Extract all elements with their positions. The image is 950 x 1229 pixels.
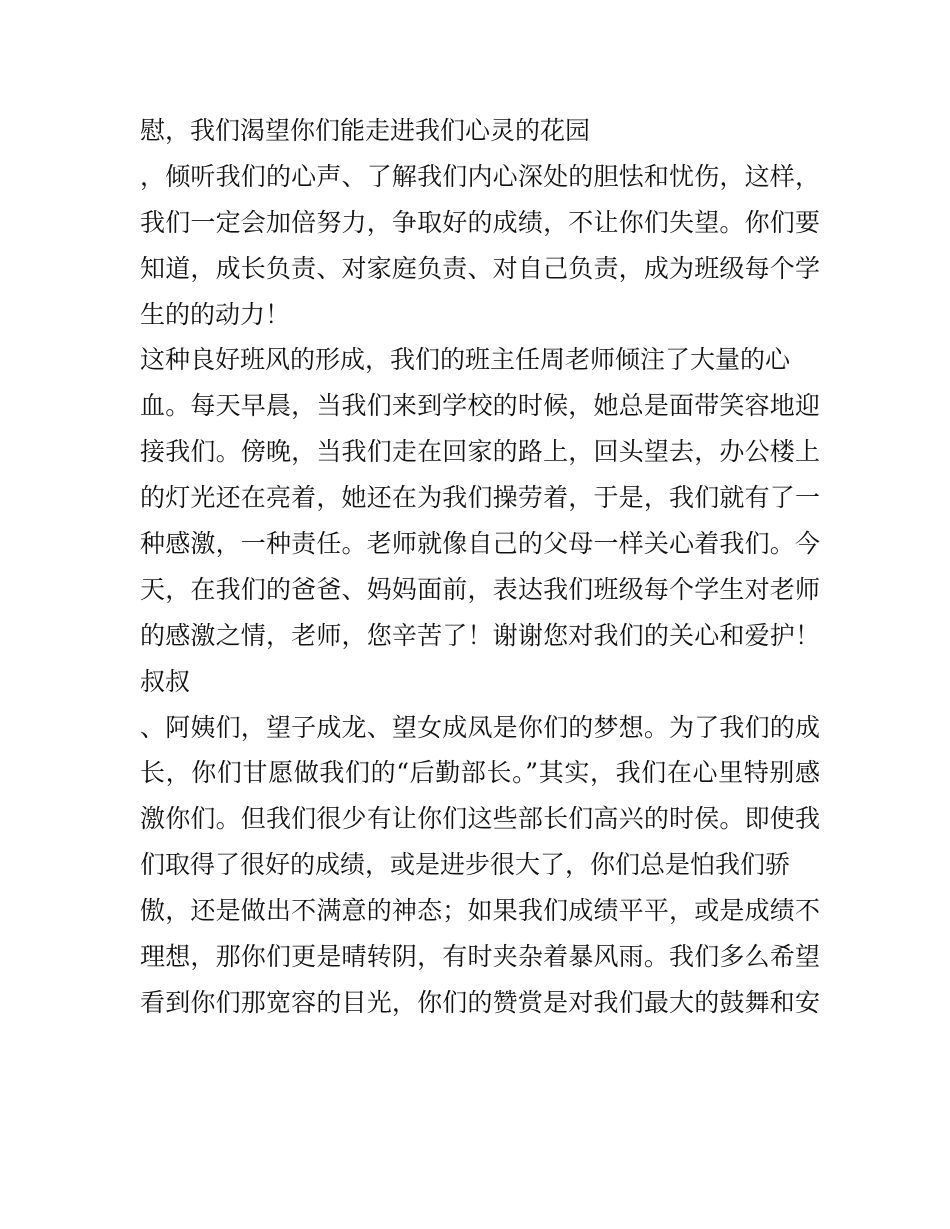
text-line: 的感激之情，老师，您辛苦了！谢谢您对我们的关心和爱护！ (140, 620, 820, 650)
text-line: 看到你们那宽容的目光，你们的赞赏是对我们最大的鼓舞和安 (140, 987, 820, 1017)
text-line: 激你们。但我们很少有让你们这些部长们高兴的时侯。即使我 (140, 804, 820, 834)
document-body-text (140, 108, 820, 1026)
text-line: 叔叔 (140, 666, 191, 696)
text-line: 我们一定会加倍努力，争取好的成绩，不让你们失望。你们要 (140, 207, 820, 237)
text-line: 、阿姨们，望子成龙、望女成凤是你们的梦想。为了我们的成 (140, 712, 820, 742)
text-line: 长，你们甘愿做我们的“后勤部长。”其实，我们在心里特别感 (140, 758, 820, 788)
text-line: 慰，我们渴望你们能走进我们心灵的花园 (140, 116, 591, 145)
text-line: 血。每天早晨，当我们来到学校的时候，她总是面带笑容地迎 (140, 391, 820, 421)
text-line: 天，在我们的爸爸、妈妈面前，表达我们班级每个学生对老师 (140, 574, 820, 604)
text-line: 们取得了很好的成绩，或是进步很大了，你们总是怕我们骄 (140, 850, 791, 880)
text-line: 接我们。傍晚，当我们走在回家的路上，回头望去，办公楼上 (140, 437, 820, 467)
text-line: 知道，成长负责、对家庭负责、对自己负责，成为班级每个学 (140, 253, 820, 283)
text-line: 生的的动力！ (140, 299, 291, 329)
text-line: ，倾听我们的心声、了解我们内心深处的胆怯和忧伤，这样， (140, 161, 820, 191)
text-line: 理想，那你们更是晴转阴，有时夹杂着暴风雨。我们多么希望 (140, 942, 820, 972)
text-line: 傲，还是做出不满意的神态；如果我们成绩平平，或是成绩不 (140, 896, 820, 926)
text-line: 这种良好班风的形成，我们的班主任周老师倾注了大量的心 (140, 345, 791, 375)
text-line: 的灯光还在亮着，她还在为我们操劳着，于是，我们就有了一 (140, 483, 820, 513)
text-line: 种感激，一种责任。老师就像自己的父母一样关心着我们。今 (140, 529, 820, 559)
